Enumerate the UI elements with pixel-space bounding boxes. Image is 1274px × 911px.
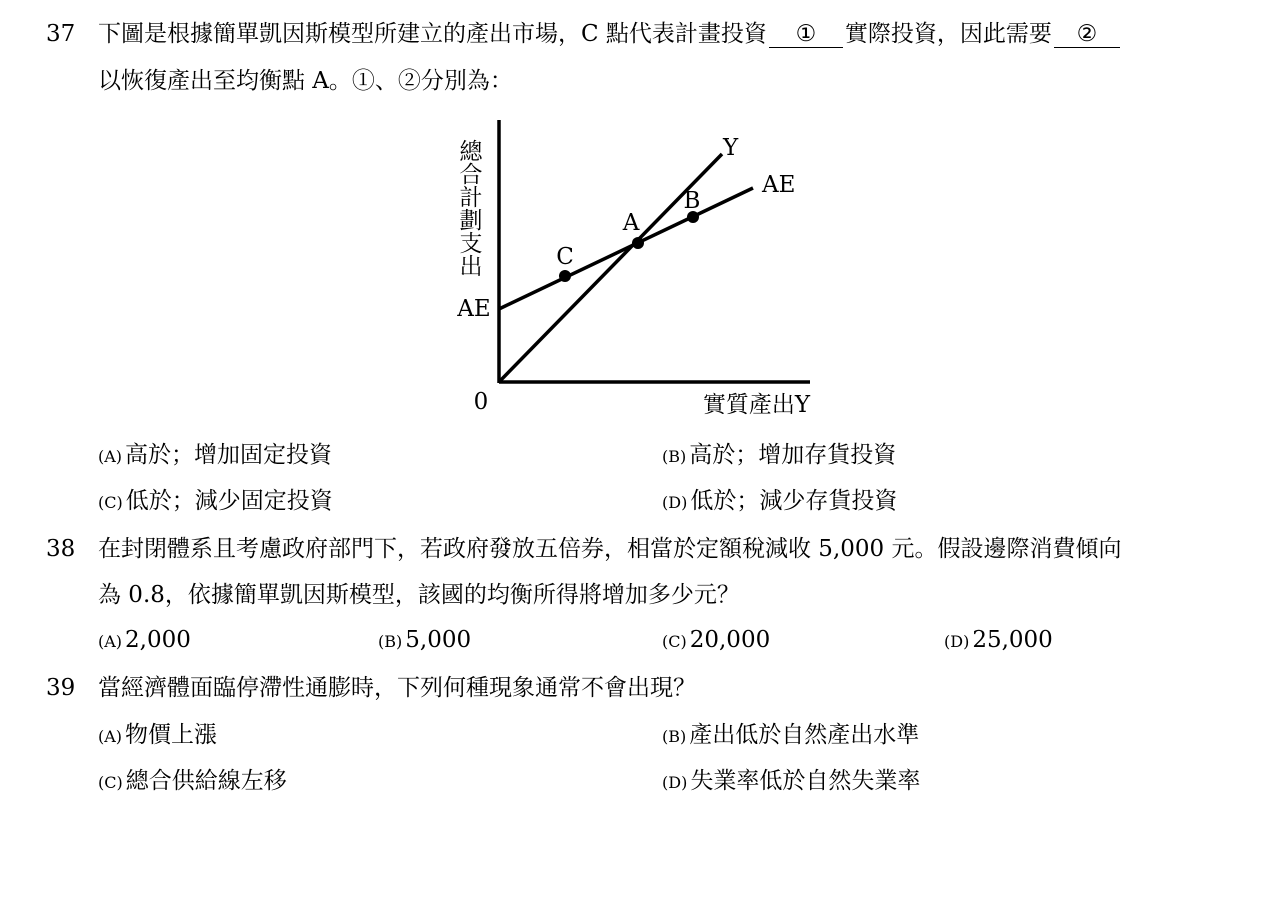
q39-option-d-letter: (D) xyxy=(662,773,688,792)
point-a-marker xyxy=(632,237,644,249)
q37-option-a[interactable] xyxy=(98,440,332,472)
q38-option-b-letter: (B) xyxy=(378,632,403,651)
q39-option-b-letter: (B) xyxy=(662,727,687,746)
q38-option-b[interactable] xyxy=(378,625,471,657)
q39-option-b[interactable] xyxy=(662,720,919,752)
point-b-label: B xyxy=(683,188,701,214)
blank-2: ② xyxy=(1054,21,1120,48)
q38-option-a[interactable] xyxy=(98,625,191,657)
line-ae-label: AE xyxy=(762,172,796,198)
question-37-text-a: 下圖是根據簡單凱因斯模型所建立的產出市場，C 點代表計畫投資 xyxy=(98,21,767,47)
question-38-stem-line1: 在封閉體系且考慮政府部門下，若政府發放五倍券，相當於定額稅減收 5,000 元。假設邊際消費傾向 xyxy=(98,536,1122,562)
q38-option-d-letter: (D) xyxy=(944,632,970,651)
q37-option-b-text: 高於；增加存貨投資 xyxy=(689,442,897,468)
q38-option-d-text: 25,000 xyxy=(972,627,1053,653)
q37-option-a-text: 高於；增加固定投資 xyxy=(125,442,333,468)
y-axis-label-char-6: 出 xyxy=(459,254,483,280)
keynesian-cross-figure xyxy=(440,115,840,425)
q39-option-b-text: 產出低於自然產出水準 xyxy=(689,722,920,748)
q39-option-d-text: 失業率低於自然失業率 xyxy=(690,768,921,794)
q37-option-b[interactable] xyxy=(662,440,896,472)
q37-option-d[interactable] xyxy=(662,486,897,518)
question-38-number: 38 xyxy=(46,536,76,562)
q39-option-a-text: 物價上漲 xyxy=(125,722,218,748)
y-axis-label-char-4: 劃 xyxy=(459,208,483,234)
origin-label: 0 xyxy=(473,389,489,415)
blank-1: ① xyxy=(769,21,843,48)
q38-option-c[interactable] xyxy=(662,625,770,657)
q37-option-d-text: 低於；減少存貨投資 xyxy=(690,488,898,514)
point-c-marker xyxy=(559,270,571,282)
q38-option-c-text: 20,000 xyxy=(689,627,771,653)
q38-option-c-letter: (C) xyxy=(662,632,687,651)
question-37-number: 37 xyxy=(46,21,76,47)
x-axis-label: 實質產出Y xyxy=(702,392,810,418)
y-axis-label-char-1: 總 xyxy=(459,139,483,165)
question-37-stem-line2: 以恢復產出至均衡點 A。①、②分別為： xyxy=(98,68,513,94)
q39-option-c-letter: (C) xyxy=(98,773,123,792)
q38-option-a-letter: (A) xyxy=(98,632,123,651)
q38-option-a-text: 2,000 xyxy=(125,627,191,653)
q39-option-a[interactable] xyxy=(98,720,217,752)
question-39-stem-line1: 當經濟體面臨停滯性通膨時，下列何種現象通常不會出現？ xyxy=(98,675,696,701)
point-c-label: C xyxy=(556,244,574,270)
q39-option-d[interactable] xyxy=(662,766,920,798)
q37-option-c-text: 低於；減少固定投資 xyxy=(125,488,333,514)
q39-option-c-text: 總合供給線左移 xyxy=(125,768,287,794)
question-37-stem-line1 xyxy=(98,19,1122,49)
q37-option-d-letter: (D) xyxy=(662,493,688,512)
point-a-label: A xyxy=(622,210,640,236)
q38-option-b-text: 5,000 xyxy=(405,627,472,653)
question-38-stem-line2: 為 0.8，依據簡單凱因斯模型，該國的均衡所得將增加多少元？ xyxy=(98,582,740,608)
ae-line xyxy=(499,188,753,309)
question-37-text-b: 實際投資，因此需要 xyxy=(844,21,1052,47)
q37-option-c[interactable] xyxy=(98,486,333,518)
y-axis-label-char-2: 合 xyxy=(459,162,483,188)
q39-option-c[interactable] xyxy=(98,766,287,798)
question-39-number: 39 xyxy=(46,675,76,701)
q37-option-a-letter: (A) xyxy=(98,447,123,466)
intercept-label: AE xyxy=(457,296,491,322)
line-y-label: Y xyxy=(723,135,739,161)
q38-option-d[interactable] xyxy=(944,625,1053,657)
q39-option-a-letter: (A) xyxy=(98,727,123,746)
q37-option-b-letter: (B) xyxy=(662,447,687,466)
y-axis-label-char-3: 計 xyxy=(459,185,483,211)
q37-option-c-letter: (C) xyxy=(98,493,123,512)
y-axis-label-char-5: 支 xyxy=(459,231,483,257)
